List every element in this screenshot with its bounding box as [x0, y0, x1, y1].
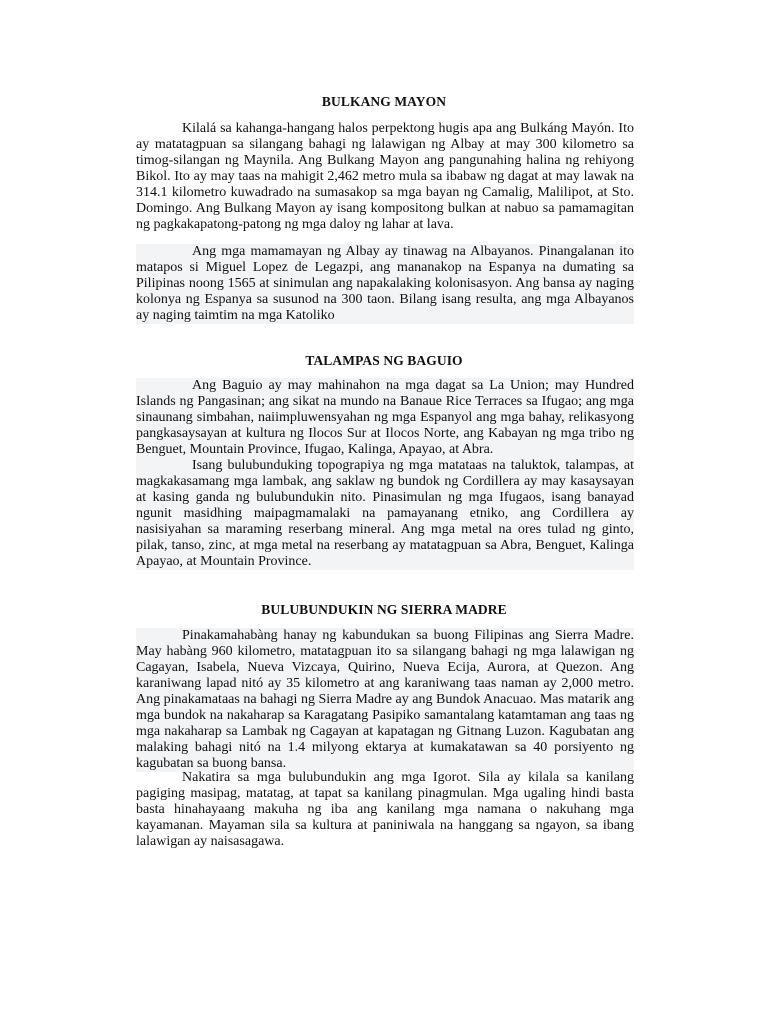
paragraph-block: [136, 770, 634, 850]
section-title-talampas-ng-baguio: TALAMPAS NG BAGUIO: [305, 353, 463, 368]
section-title-bulkang-mayon: BULKANG MAYON: [321, 94, 447, 109]
section-title-sierra-madre: BULUBUNDUKIN NG SIERRA MADRE: [261, 602, 507, 617]
paragraph-block-shaded: [136, 628, 634, 772]
paragraph: Isang bulubunduking topograpiya ng mga matataas na taluktok, talampas, at magkakasamang mga lambak, ang saklaw ng bundok ng Cordillera ay may kasaysayan at kasing ganda ng bulubundukin nito. Pinasimulan ng mga Ifugaos, isang banayad ngunit masidhing maipagmamalaki na pamayanang etniko, ang Cordillera ay nasisiyahan sa maraming reserbang mineral. Ang mga metal na ores tulad ng ginto, pilak, tanso, zinc, at mga metal na reserbang ay matatagpuan sa Abra, Benguet, Kalinga Apayao, at Mountain Province.: [136, 458, 634, 569]
paragraph: Kilalá sa kahanga-hangang halos perpektong hugis apa ang Bulkáng Mayón. Ito ay matatagpuan sa silangang bahagi ng lalawigan ng Albay at may 300 kilometro sa timog-silangan ng Maynila. Ang Bulkang Mayon ang pangunahing halina ng rehiyong Bikol. Ito ay may taas na mahigit 2,462 metro mula sa ibabaw ng dagat at may lawak na 314.1 kilometro kuwadrado na sumasakop sa mga bayan ng Camalig, Malilipot, at Sto. Domingo. Ang Bulkang Mayon ay isang kompositong bulkan at nabuo sa pamamagitan ng pagkakapatong-patong ng mga daloy ng lahar at lava.: [136, 121, 634, 232]
paragraph: Pinakamahabàng hanay ng kabundukan sa buong Filipinas ang Sierra Madre. May habàng 960 kilometro, matatagpuan ito sa silangang bahagi ng mga lalawigan ng Cagayan, Isabela, Nueva Vizcaya, Quirino, Nueva Ecija, Aurora, at Quezon. Ang karaniwang lapad nitó ay 35 kilometro at ang karaniwang taas naman ay 2,000 metro. Ang pinakamataas na bahagi ng Sierra Madre ay ang Bundok Anacuao. Mas matarik ang mga bundok na nakaharap sa Karagatang Pasipiko samantalang katamtaman ang taas ng mga nakaharap sa Lambak ng Cagayan at kapatagan ng Gitnang Luzon. Kagubatan ang malaking bahagi nitó na 1.4 milyong ektarya at kumakatawan sa 40 porsiyento ng kagubatan sa buong bansa.: [136, 628, 634, 771]
paragraph: Ang Baguio ay may mahinahon na mga dagat sa La Union; may Hundred Islands ng Pangasinan; ang sikat na mundo na Banaue Rice Terraces sa Ifugao; ang mga sinaunang simbahan, naiimpluwensyahan ng mga Espanyol ang mga bahay, relikasyong pangkasaysayan at kultura ng Ilocos Sur at Ilocos Norte, ang Kabayan ng mga tribo ng Benguet, Mountain Province, Ifugao, Kalinga, Apayao, at Abra.: [136, 378, 634, 457]
paragraph-block: [136, 121, 634, 233]
paragraph-block-shaded: [136, 378, 634, 570]
paragraph: Nakatira sa mga bulubundukin ang mga Igorot. Sila ay kilala sa kanilang pagiging masipag, matatag, at tapat sa kanilang pinagmulan. Mga ugaling hindi basta basta hinahayaang makuha ng iba ang kanilang mga namana o nakuhang mga kayamanan. Mayaman sila sa kultura at paniniwala na hanggang sa ngayon, sa ibang lalawigan ay naisasagawa.: [136, 770, 634, 849]
paragraph: Ang mga mamamayan ng Albay ay tinawag na Albayanos. Pinangalanan ito matapos si Miguel Lopez de Legazpi, ang mananakop na Espanya na dumating sa Pilipinas noong 1565 at sinimulan ang napakalaking kolonisasyon. Ang bansa ay naging kolonya ng Espanya sa susunod na 300 taon. Bilang isang resulta, ang mga Albayanos ay naging taimtim na mga Katoliko: [136, 244, 634, 323]
paragraph-block-shaded: [136, 244, 634, 324]
